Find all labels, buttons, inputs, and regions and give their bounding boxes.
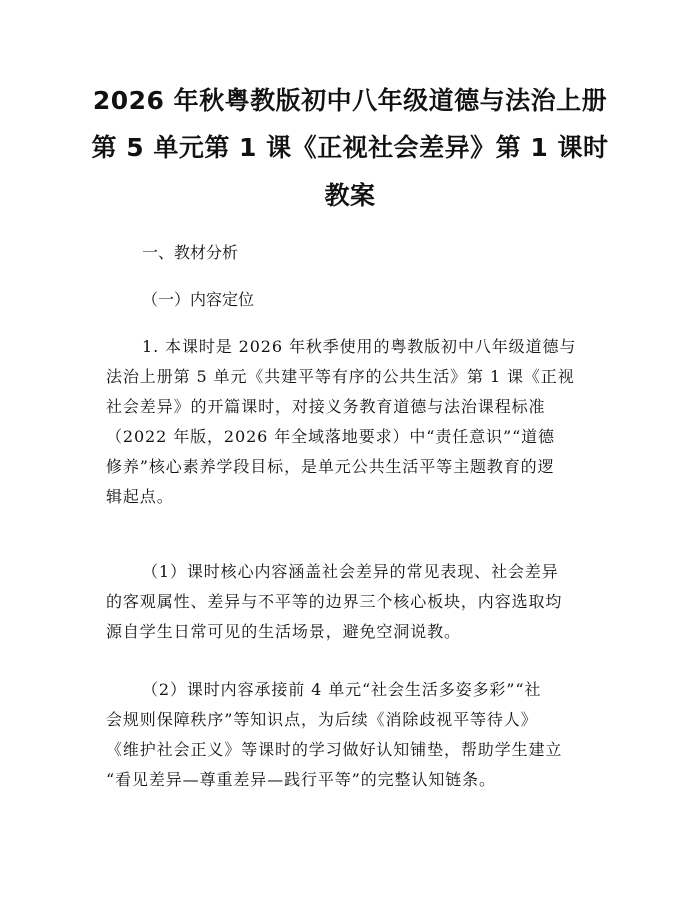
paragraph-line: 修养”核心素养学段目标，是单元公共生活平等主题教育的逻 bbox=[106, 457, 555, 476]
paragraph-line: 《维护社会正义》等课时的学习做好认知铺垫，帮助学生建立 bbox=[106, 740, 563, 759]
document-title-line-3: 教案 bbox=[324, 181, 376, 210]
paragraph-3 bbox=[106, 675, 602, 795]
section-heading: 一、教材分析 bbox=[142, 243, 239, 262]
paragraph-2 bbox=[106, 557, 602, 647]
paragraph-line: 社会差异》的开篇课时，对接义务教育道德与法治课程标准 bbox=[106, 397, 546, 416]
paragraph-line: 源自学生日常可见的生活场景，避免空洞说教。 bbox=[106, 622, 461, 641]
paragraph-line: 1. 本课时是 2026 年秋季使用的粤教版初中八年级道德与 bbox=[142, 337, 577, 356]
paragraph-line: 法治上册第 5 单元《共建平等有序的公共生活》第 1 课《正视 bbox=[106, 367, 575, 386]
paragraph-line: 会规则保障秩序”等知识点，为后续《消除歧视平等待人》 bbox=[106, 710, 538, 729]
paragraph-line: 辑起点。 bbox=[106, 487, 174, 506]
document-title-line-1: 2026 年秋粤教版初中八年级道德与法治上册 bbox=[92, 86, 608, 115]
paragraph-line: （1）课时核心内容涵盖社会差异的常见表现、社会差异 bbox=[142, 562, 559, 581]
document-title-line-2: 第 5 单元第 1 课《正视社会差异》第 1 课时 bbox=[91, 133, 609, 162]
subsection-heading: （一）内容定位 bbox=[142, 290, 255, 309]
paragraph-line: 的客观属性、差异与不平等的边界三个核心板块，内容选取均 bbox=[106, 592, 563, 611]
paragraph-1 bbox=[106, 332, 602, 512]
paragraph-line: “看见差异—尊重差异—践行平等”的完整认知链条。 bbox=[106, 770, 496, 789]
paragraph-line: （2）课时内容承接前 4 单元“社会生活多姿多彩”“社 bbox=[142, 680, 542, 699]
paragraph-line: （2022 年版，2026 年全域落地要求）中“责任意识”“道德 bbox=[106, 427, 555, 446]
